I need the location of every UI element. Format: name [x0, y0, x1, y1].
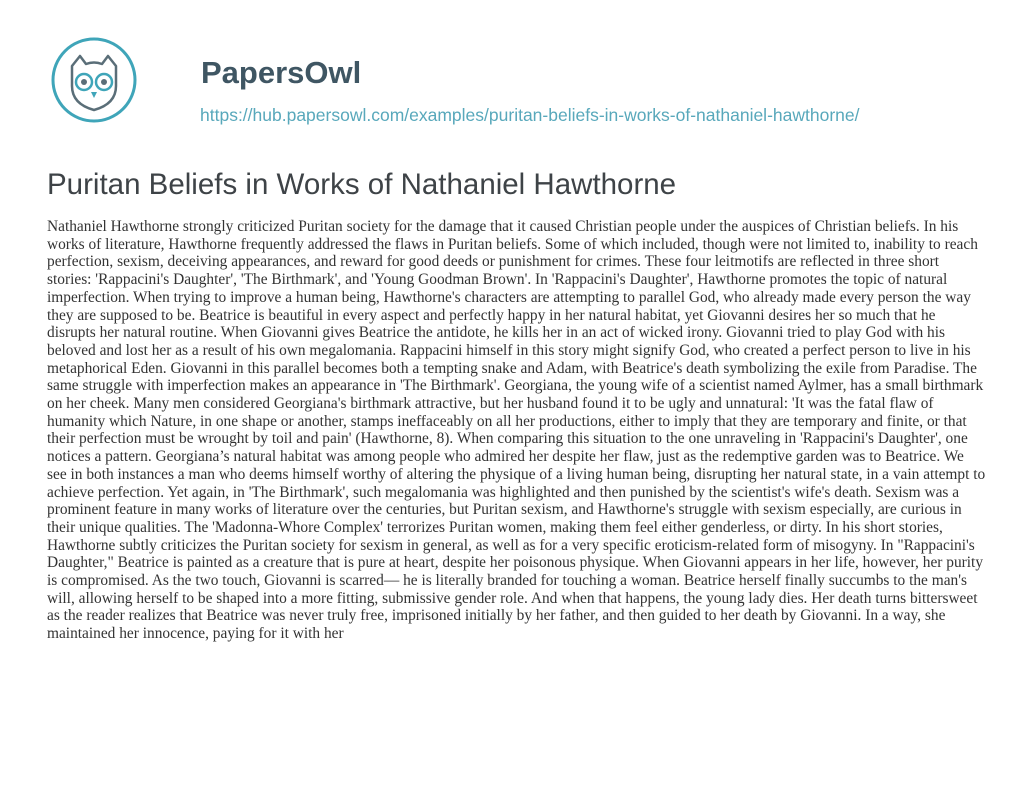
- article-title: Puritan Beliefs in Works of Nathaniel Hawthorne: [47, 168, 677, 201]
- article-body: [47, 218, 987, 643]
- article-paragraph: Nathaniel Hawthorne strongly criticized Puritan society for the damage that it caused Christian people under the auspices of Christian beliefs. In his works of literature, Hawthorne frequently addressed the flaws in Puritan beliefs. Some of which included, though were not limited to, inability to reach perfection, sexism, deceiving appearances, and reward for good deeds or punishment for crimes. These four leitmotifs are reflected in three short stories: 'Rappacini's Daughter', 'The Birthmark', and 'Young Goodman Brown'. In 'Rappacini's Daughter', Hawthorne promotes the topic of natural imperfection. When trying to improve a human being, Hawthorne's characters are attempting to parallel God, who already made every person the way they are supposed to be. Beatrice is beautiful in every aspect and perfectly happy in her natural habitat, yet Giovanni desires her so much that he disrupts her natural routine. When Giovanni gives Beatrice the antidote, he kills her in an act of wicked irony. Giovanni tried to play God with his beloved and lost her as a result of his own megalomania. Rappacini himself in this story might signify God, who created a perfect person to live in his metaphorical Eden. Giovanni in this parallel becomes both a tempting snake and Adam, with Beatrice's death symbolizing the exile from Paradise. The same struggle with imperfection makes an appearance in 'The Birthmark'. Georgiana, the young wife of a scientist named Aylmer, has a small birthmark on her cheek. Many men considered Georgiana's birthmark attractive, but her husband found it to be ugly and unnatural: 'It was the fatal flaw of humanity which Nature, in one shape or another, stamps ineffaceably on all her productions, either to imply that they are temporary and finite, or that their perfection must be wrought by toil and pain' (Hawthorne, 8). When comparing this situation to the one unraveling in 'Rappacini's Daughter', one notices a pattern. Georgiana’s natural habitat was among people who admired her despite her flaw, just as the redemptive garden was to Beatrice. We see in both instances a man who deems himself worthy of altering the physique of a living human being, disrupting her natural state, in a vain attempt to achieve perfection. Yet again, in 'The Birthmark', such megalomania was highlighted and then punished by the scientist's wife's death. Sexism was a prominent feature in many works of literature over the centuries, but Puritan sexism, and Hawthorne's struggle with sexism especially, are curious in their unique qualities. The 'Madonna-Whore Complex' terrorizes Puritan women, making them feel either genderless, or dirty. In his short stories, Hawthorne subtly criticizes the Puritan society for sexism in general, as well as for a very specific eroticism-related form of misogyny. In "Rappacini's Daughter," Beatrice is painted as a creature that is pure at heart, despite her poisonous physique. When Giovanni appears in her life, however, her purity is compromised. As the two touch, Giovanni is scarred— he is literally branded for touching a woman. Beatrice herself finally succumbs to the man's will, allowing herself to be shaped into a more fitting, submissive gender role. And when that happens, the young lady dies. Her death turns bittersweet as the reader realizes that Beatrice was never truly free, imprisoned initially by her father, and then guided to her death by Giovanni. In a way, she maintained her innocence, paying for it with her: [47, 218, 986, 643]
- owl-logo-icon: [50, 36, 138, 124]
- header: [48, 24, 978, 144]
- source-url[interactable]: https://hub.papersowl.com/examples/puritan-beliefs-in-works-of-nathaniel-hawthorne/: [200, 105, 860, 125]
- brand-name: PapersOwl: [201, 55, 362, 90]
